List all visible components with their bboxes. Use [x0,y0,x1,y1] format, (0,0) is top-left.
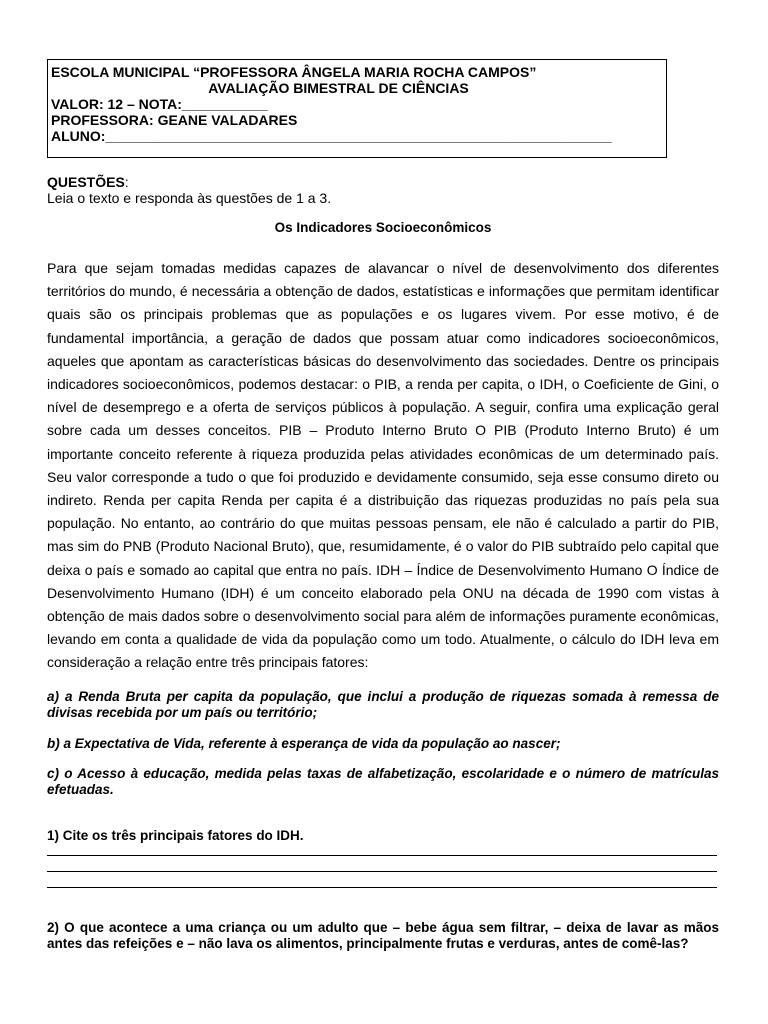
question-2: 2) O que acontece a uma criança ou um adulto que – bebe água sem filtrar, – deixa de lavar as mãos antes das refeições e – não lava os alimentos, principalmente frutas e verduras, antes de comê-las? [47,920,719,951]
questions-heading: QUESTÕES [47,174,125,190]
student-name-field: ALUNO:_________________________________________________________________ [51,128,612,144]
instructions [47,174,719,206]
answer-line[interactable] [47,871,717,872]
article-body: Para que sejam tomadas medidas capazes de alavancar o nível de desenvolvimento dos diferentes territórios do mundo, é necessária a obtenção de dados, estatísticas e informações que permitam identificar quais são os principais problemas que as populações e os lugares vivem. Por esse motivo, é de fundamental importância, a geração de dados que possam atuar como indicadores socioeconômicos, aqueles que apontam as características básicas do desenvolvimento das sociedades. Dentre os principais indicadores socioeconômicos, podemos destacar: o PIB, a renda per capita, o IDH, o Coeficiente de Gini, o nível de desemprego e a oferta de serviços públicos à população. A seguir, confira uma explicação geral sobre cada um desses conceitos. PIB – Produto Interno Bruto O PIB (Produto Interno Bruto) é um importante conceito referente à riqueza produzida pelas atividades econômicas de um determinado país. Seu valor corresponde a tudo o que foi produzido e devidamente consumido, seja esse consumo direto ou indireto. Renda per capita Renda per capita é a distribuição das riquezas produzidas no país pela sua população. No entanto, ao contrário do que muitas pessoas pensam, ele não é calculado a partir do PIB, mas sim do PNB (Produto Nacional Bruto), que, resumidamente, é o valor do PIB subtraído pelo capital que deixa o país e somado ao capital que entra no país. IDH – Índice de Desenvolvimento Humano O Índice de Desenvolvimento Humano (IDH) é um conceito elaborado pela ONU na década de 1990 com vistas à obtenção de mais dados sobre o desenvolvimento social para além de informações puramente econômicas, levando em conta a qualidade de vida da população como um todo. Atualmente, o cálculo do IDH leva em consideração a relação entre três principais fatores: [47,260,719,671]
answer-line[interactable] [47,887,717,888]
article-title: Os Indicadores Socioeconômicos [274,220,492,235]
factor-b: b) a Expectativa de Vida, referente à esperança de vida da população ao nascer; [47,736,561,751]
question-1: 1) Cite os três principais fatores do IDH. [47,828,304,843]
grade-field: VALOR: 12 – NOTA:___________ [51,96,268,112]
factor-a: a) a Renda Bruta per capita da população, que inclui a produção de riquezas somada à remessa de divisas recebida por um país ou território; [47,689,719,720]
factor-c: c) o Acesso à educação, medida pelas taxas de alfabetização, escolaridade e o número de matrículas efetuadas. [47,766,719,797]
exam-title: AVALIAÇÃO BIMESTRAL DE CIÊNCIAS [208,80,469,96]
answer-line[interactable] [47,855,717,856]
exam-header [47,59,667,158]
questions-heading-colon: : [124,174,129,190]
school-name: ESCOLA MUNICIPAL “PROFESSORA ÂNGELA MARIA ROCHA CAMPOS” [51,64,537,80]
teacher-name: PROFESSORA: GEANE VALADARES [51,112,298,128]
instructions-text: Leia o texto e responda às questões de 1 a 3. [47,190,332,206]
